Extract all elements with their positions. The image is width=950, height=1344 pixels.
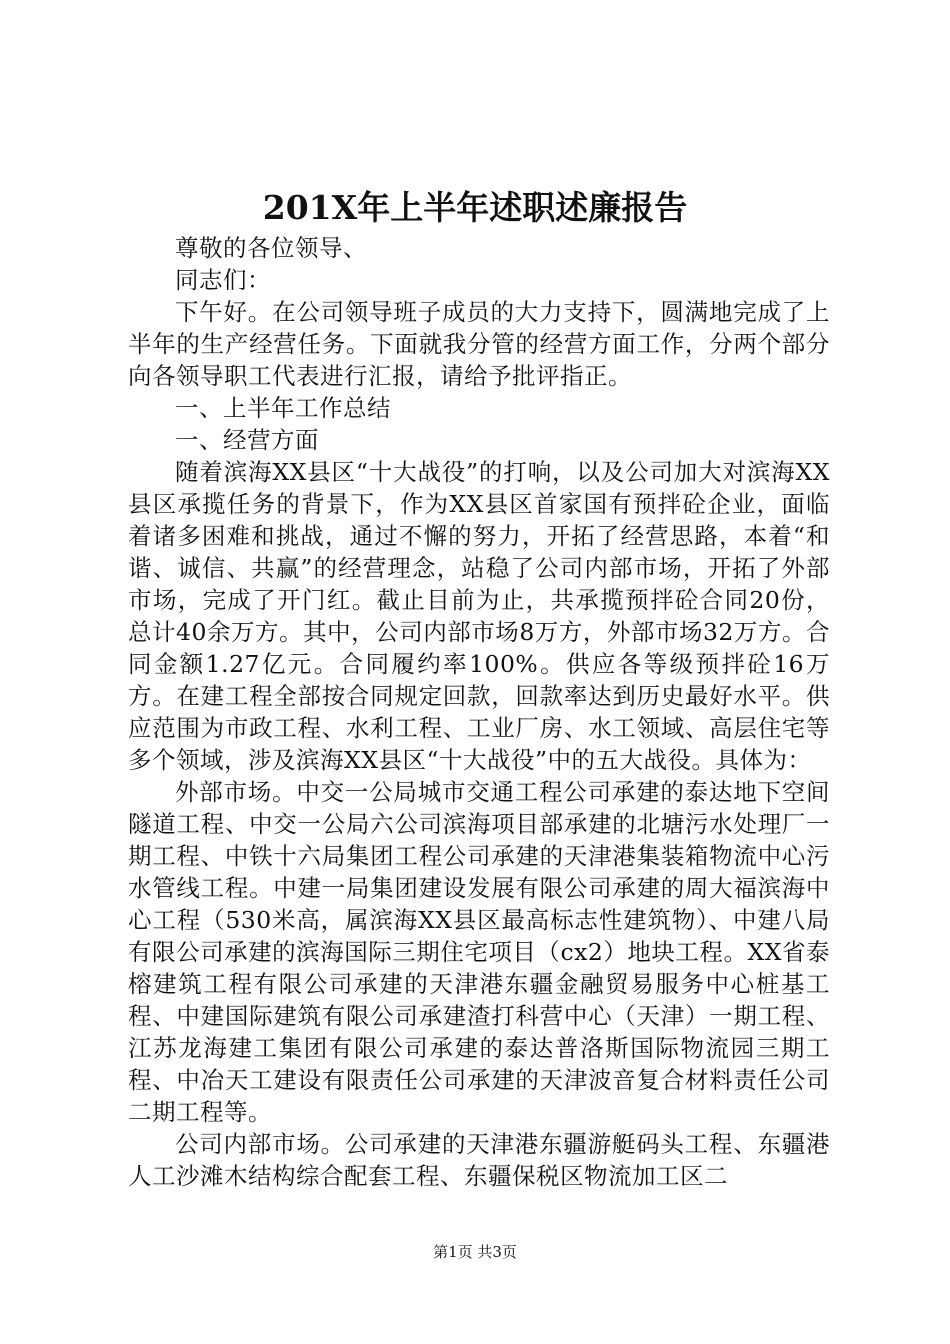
page-number-footer: 第1页 共3页	[433, 1243, 517, 1261]
body-paragraph: 外部市场。中交一公局城市交通工程公司承建的泰达地下空间隧道工程、中交一公局六公司滨海项目部承建的北塘污水处理厂一期工程、中铁十六局集团工程公司承建的天津港集装箱物流中心污水管线工程。中建一局集团建设发展有限公司承建的周大福滨海中心工程（530米高，属滨海XX县区最高标志性建筑物）、中建八局有限公司承建的滨海国际三期住宅项目（cx2）地块工程。XX省泰榕建筑工程有限公司承建的天津港东疆金融贸易服务中心桩基工程、中建国际建筑有限公司承建渣打科营中心（天津）一期工程、江苏龙海建工集团有限公司承建的泰达普洛斯国际物流园三期工程、中冶天工建设有限责任公司承建的天津波音复合材料责任公司二期工程等。	[128, 778, 830, 1126]
body-paragraph: 随着滨海XX县区“十大战役”的打响，以及公司加大对滨海XX县区承揽任务的背景下，作为XX县区首家国有预拌砼企业，面临着诸多困难和挑战，通过不懈的努力，开拓了经营思路，本着“和谐、诚信、共赢”的经营理念，站稳了公司内部市场，开拓了外部市场，完成了开门红。截止目前为止，共承揽预拌砼合同20份，总计40余万方。其中，公司内部市场8万方，外部市场32万方。合同金额1.27亿元。合同履约率100%。供应各等级预拌砼16万方。在建工程全部按合同规定回款，回款率达到历史最好水平。供应范围为市政工程、水利工程、工业厂房、水工领域、高层住宅等多个领域，涉及滨海XX县区“十大战役”中的五大战役。具体为：	[128, 458, 830, 774]
intro-paragraph: 下午好。在公司领导班子成员的大力支持下，圆满地完成了上半年的生产经营任务。下面就我分管的经营方面工作，分两个部分向各领导职工代表进行汇报，请给予批评指正。	[128, 298, 830, 390]
subsection-heading: 一、经营方面	[175, 426, 319, 454]
document-body	[128, 232, 830, 1192]
body-paragraph: 公司内部市场。公司承建的天津港东疆游艇码头工程、东疆港人工沙滩木结构综合配套工程、东疆保税区物流加工区二	[128, 1130, 830, 1190]
salutation-line-2: 同志们：	[175, 266, 271, 294]
document-title: 201X年上半年述职述廉报告	[262, 188, 688, 227]
salutation-line-1: 尊敬的各位领导、	[175, 234, 367, 262]
section-heading: 一、上半年工作总结	[175, 394, 391, 422]
